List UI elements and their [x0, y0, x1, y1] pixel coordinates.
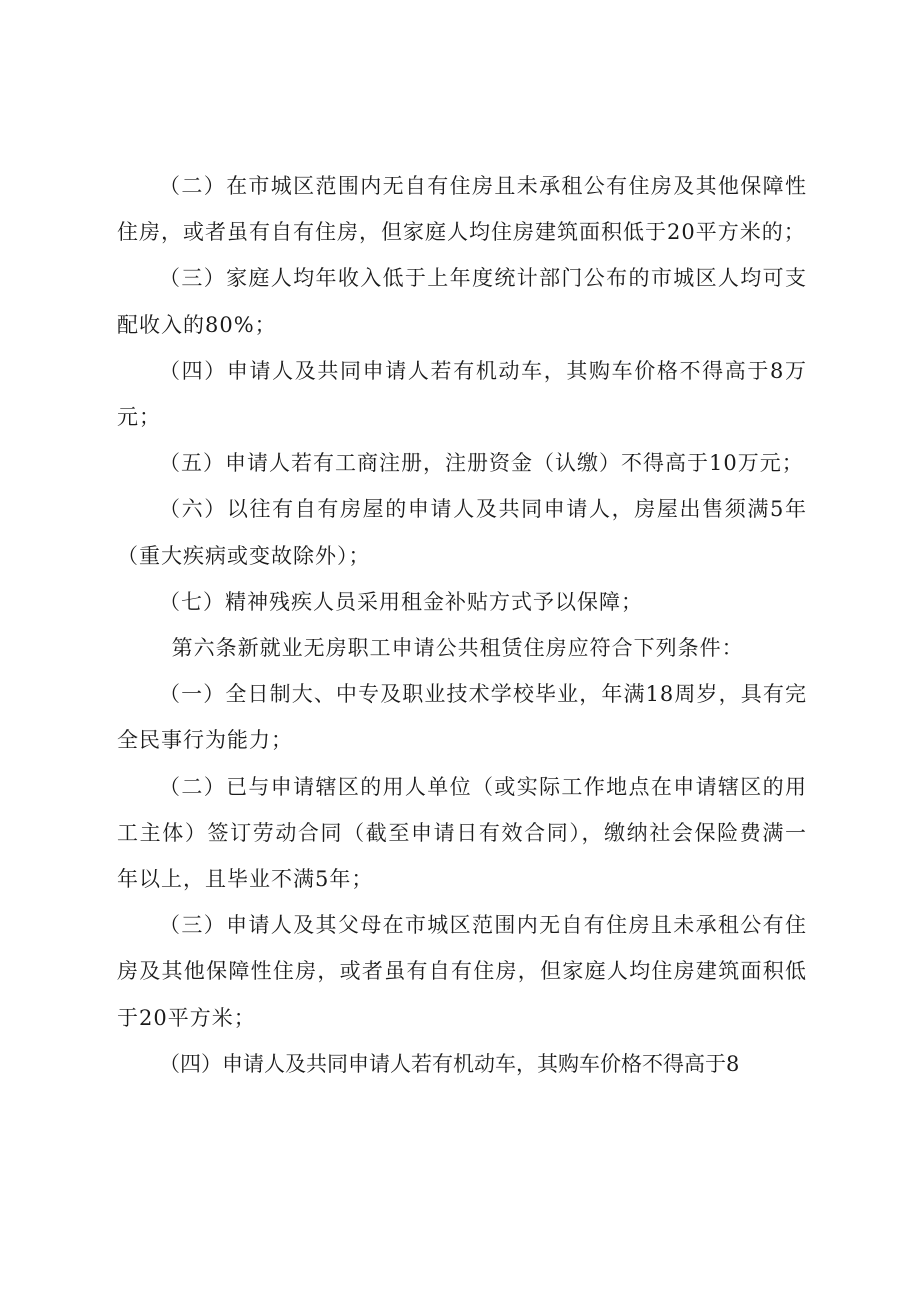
paragraph-clause-3: （三）家庭人均年收入低于上年度统计部门公布的市城区人均可支配收入的80%；	[117, 266, 807, 337]
document-body	[117, 163, 807, 1087]
paragraph-art6-clause-1: （一）全日制大、中专及职业技术学校毕业，年满18周岁，具有完全民事行为能力；	[117, 682, 807, 753]
paragraph-art6-clause-4: （四）申请人及共同申请人若有机动车，其购车价格不得高于8	[159, 1051, 740, 1076]
paragraph-clause-5: （五）申请人若有工商注册，注册资金（认缴）不得高于10万元；	[159, 451, 804, 476]
paragraph-clause-7: （七）精神残疾人员采用租金补贴方式予以保障；	[159, 589, 643, 614]
paragraph-clause-4: （四）申请人及共同申请人若有机动车，其购车价格不得高于8万元；	[117, 358, 807, 430]
article-6-heading: 第六条新就业无房职工申请公共租赁住房应符合下列条件：	[171, 636, 744, 661]
paragraph-clause-6: （六）以往有自有房屋的申请人及共同申请人，房屋出售须满5年（重大疾病或变故除外）；	[117, 497, 807, 568]
paragraph-art6-clause-3: （三）申请人及其父母在市城区范围内无自有住房且未承租公有住房及其他保障性住房，或者虽有自有住房，但家庭人均住房建筑面积低于20平方米；	[117, 913, 807, 1030]
paragraph-art6-clause-2: （二）已与申请辖区的用人单位（或实际工作地点在申请辖区的用工主体）签订劳动合同（截至申请日有效合同），缴纳社会保险费满一年以上，且毕业不满5年；	[117, 774, 807, 892]
paragraph-clause-2: （二）在市城区范围内无自有住房且未承租公有住房及其他保障性住房，或者虽有自有住房，但家庭人均住房建筑面积低于20平方米的；	[117, 174, 807, 245]
